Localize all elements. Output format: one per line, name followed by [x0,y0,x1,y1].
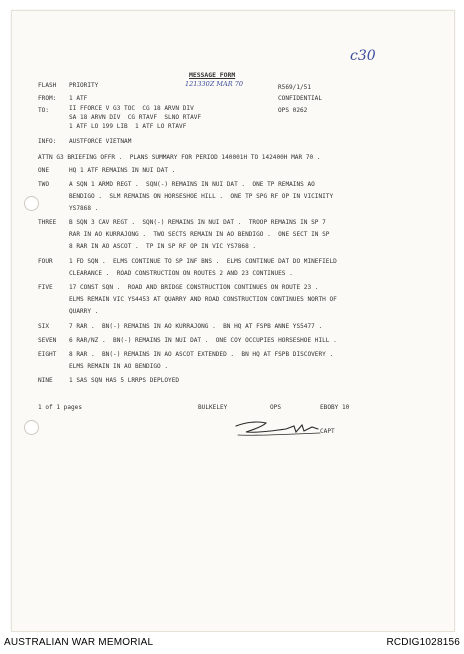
document-sheet [11,10,455,632]
signer-rank: CAPT [320,428,335,435]
extension: EBOBY 10 [320,404,350,411]
to-line: II FFORCE V G3 TOC CG 18 ARVN DIV [69,105,194,112]
para-line: B SQN 3 CAV REGT . SQN(-) REMAINS IN NUI DAT . TROOP REMAINS IN SP 7 [69,219,326,226]
para-line: 1 SAS SQN HAS 5 LRRPS DEPLOYED [69,377,180,384]
punch-hole-bottom [24,420,39,435]
from-value: 1 ATF [69,95,88,102]
para-line: YS7868 . [69,205,99,212]
para-number: EIGHT [38,351,57,358]
to-label: TO: [38,107,50,114]
para-line: 8 RAR IN AO ASCOT . TP IN SP RF OP IN VIC YS7868 . [69,243,257,250]
para-number: FOUR [38,258,53,265]
from-label: FROM: [38,95,57,102]
para-line: 7 RAR . BN(-) REMAINS IN AO KURRAJONG . BN HQ AT FSPB ANNE YS5477 . [69,323,323,330]
para-line: 6 RAR/NZ . BN(-) REMAINS IN NUI DAT . ONE COY OCCUPIES HORSESHOE HILL . [69,337,337,344]
archive-footer [0,632,464,654]
para-line: A SQN 1 ARMD REGT . SQN(-) REMAINS IN NUI DAT . ONE TP REMAINS AO [69,181,315,188]
signature [232,418,324,440]
para-line: 17 CONST SQN . ROAD AND BRIDGE CONSTRUCTION CONTINUES ON ROUTE 23 . [69,284,319,291]
ops-number: OPS 0262 [278,107,308,114]
info-label: INFO: [38,138,57,145]
flash-label: FLASH [38,82,57,89]
handwritten-ref: c30 [350,48,376,64]
classification: CONFIDENTIAL [278,95,323,102]
handwritten-dtg: 121330Z MAR 70 [185,80,243,88]
form-title: MESSAGE FORM [189,71,236,79]
para-number: FIVE [38,284,53,291]
attn-line: ATTN G3 BRIEFING OFFR . PLANS SUMMARY FOR PERIOD 140001H TO 142400H MAR 70 . [38,154,321,161]
para-line: 8 RAR . BN(-) REMAINS IN AO ASCOT EXTENDED . BN HQ AT FSPB DISCOVERY . [69,351,334,358]
to-line: 1 ATF LO 199 LIB 1 ATF LO RTAVF [69,123,187,130]
para-number: SEVEN [38,337,57,344]
para-line: HQ 1 ATF REMAINS IN NUI DAT . [69,167,176,174]
record-id: RCDIG1028156 [386,637,460,648]
para-line: 1 FD SQN . ELMS CONTINUE TO SP INF BNS . ELMS CONTINUE DAT DO MINEFIELD [69,258,337,265]
page-count: 1 of 1 pages [38,404,83,411]
para-line: ELMS REMAIN IN AO BENDIGO . [69,363,169,370]
branch: OPS [270,404,282,411]
para-line: ELMS REMAIN VIC YS4453 AT QUARRY AND ROAD CONSTRUCTION CONTINUES NORTH OF [69,296,337,303]
to-line: SA 18 ARVN DIV CG RTAVF SLNO RTAVF [69,114,202,121]
originator: BULKELEY [198,404,228,411]
para-number: ONE [38,167,50,174]
para-number: TWO [38,181,50,188]
para-line: RAR IN AO KURRAJONG . TWO SECTS REMAIN IN AO BENDIGO . ONE SECT IN SP [69,231,330,238]
para-line: QUARRY . [69,308,99,315]
para-line: CLEARANCE . ROAD CONSTRUCTION ON ROUTES 2 AND 23 CONTINUES . [69,270,293,277]
info-value: AUSTFORCE VIETNAM [69,138,132,145]
para-number: SIX [38,323,50,330]
institution-name: AUSTRALIAN WAR MEMORIAL [4,637,154,648]
file-ref: R569/1/51 [278,84,312,91]
para-number: THREE [38,219,57,226]
punch-hole-top [24,196,39,211]
para-line: BENDIGO . SLM REMAINS ON HORSESHOE HILL . ONE TP SPG RF OP IN VICINITY [69,193,334,200]
precedence: PRIORITY [69,82,99,89]
para-number: NINE [38,377,53,384]
